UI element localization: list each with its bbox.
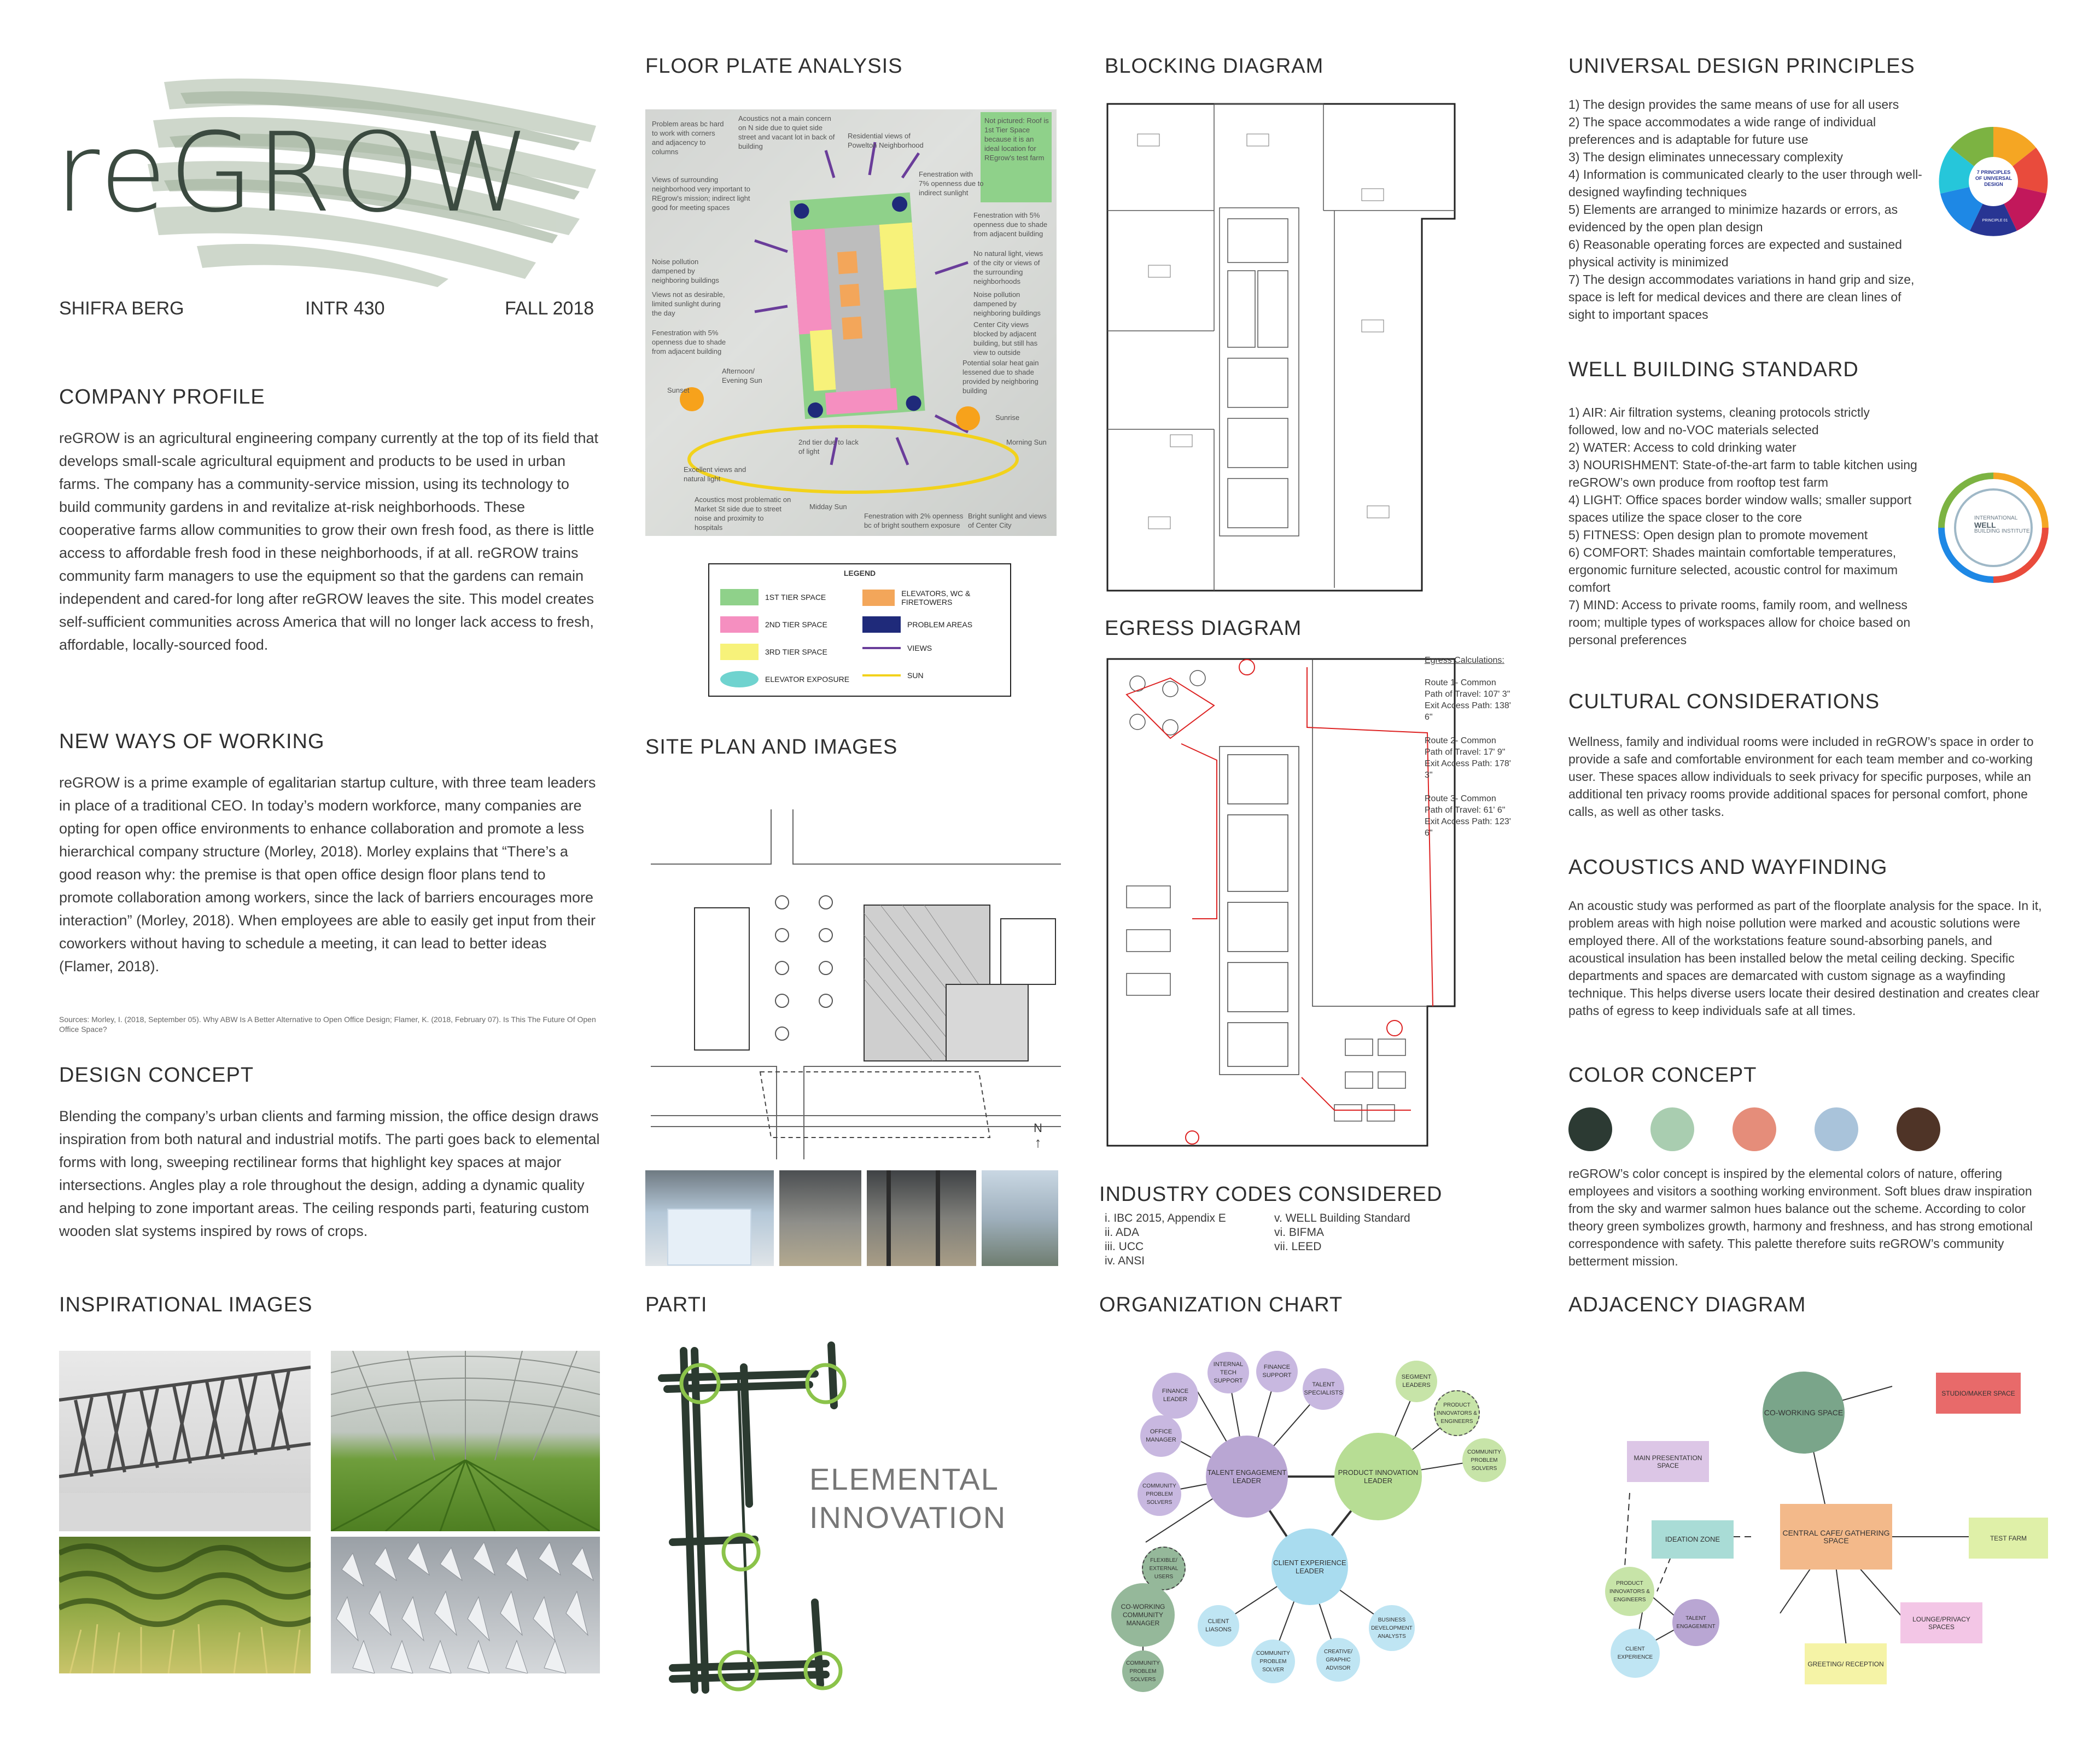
company-profile-body: reGROW is an agricultural engineering company currently at the top of its field that develops small-scale agricultural equipment and products to be used in urban farms. The company has a community-service mission, using its technology to build community gardens in and revitalize at-risk neighborhoods. These cooperative farms allow communities to grow their own fresh food, as there is little access to affordable fresh food in these neighborhoods, if at all. reGROW trains community farm managers to use the equipment so that the gardens can remain independent and cared-for long after reGROW leaves the site. This model creates self-sufficient communities across America that will no longer lack access to fresh, affordable, locally-sourced food. (59, 430, 598, 653)
legend-item (862, 589, 1005, 606)
color-swatch (1815, 1107, 1858, 1151)
org-node-community-problem-solvers-product: COMMUNITY PROBLEM SOLVERS (1462, 1438, 1506, 1482)
legend-label: VIEWS (907, 644, 932, 652)
color-swatch (1650, 1107, 1694, 1151)
course-code: INTR 430 (305, 298, 385, 319)
adj-node-central-cafe: CENTRAL CAFE/ GATHERING SPACE (1780, 1504, 1892, 1570)
color-swatch (1897, 1107, 1940, 1151)
udp-item: 4) Information is communicated clearly to the user through well-designed wayfinding techniques (1568, 167, 1922, 199)
legend-label: PROBLEM AREAS (907, 620, 973, 629)
fp-note-8: Noise pollution dampened by neighboring buildings (652, 258, 719, 284)
legend-item (720, 671, 849, 687)
adj-node-test-farm: TEST FARM (1969, 1518, 2048, 1559)
udp-item: 1) The design provides the same means of use for all users (1568, 97, 1899, 112)
code-item: iv. ANSI (1105, 1255, 1145, 1267)
fp-note-6: Views of surrounding neighborhood very important to REgrow's mission; indirect light good for meeting spaces (652, 176, 750, 212)
design-concept-body: Blending the company’s urban clients and farming mission, the office design draws inspiration from both natural and industrial motifs. The parti goes back to elemental forms with long, sweeping rectilinear forms that highlight key spaces at major intersections. Angles play a role throughout the design, adding a dynamic quality and helping to zone important areas. The ceiling responds parti, featuring custom wooden slat systems inspired by rows of crops. (59, 1108, 600, 1239)
site-plan-heading: SITE PLAN AND IMAGES (645, 736, 898, 759)
org-node-segment-leaders: SEGMENT LEADERS (1396, 1361, 1437, 1402)
well-item: 3) NOURISHMENT: State-of-the-art farm to table kitchen using reGROW’s own produce from rooftop test farm (1568, 458, 1917, 489)
org-node-product-innovation-leader: PRODUCT INNOVATION LEADER (1334, 1433, 1422, 1520)
well-heading: WELL BUILDING STANDARD (1568, 358, 1859, 381)
udp-wheel-center: 7 PRINCIPLES OF UNIVERSAL DESIGN (1975, 170, 2012, 187)
egress-route-1: Route 1- Common Path of Travel: 107' 3" Exit Access Path: 138' 6" (1425, 678, 1511, 722)
new-ways-heading: NEW WAYS OF WORKING (59, 730, 325, 753)
udp-list (1568, 96, 1929, 323)
legend-swatch (862, 616, 901, 633)
site-photo-3 (867, 1170, 976, 1266)
color-swatch (1732, 1107, 1776, 1151)
views-arrow-icon (862, 647, 901, 649)
adj-node-ideation-zone: IDEATION ZONE (1652, 1520, 1734, 1559)
well-logo-line-1: INTERNATIONAL (1974, 515, 2018, 521)
color-concept-body: reGROW’s color concept is inspired by the elemental colors of nature, offering employees and visitors a soothing working environment. Soft blues draw inspiration from the sky and warmer salmon hues balance out the scheme. According to color theory green symbolizes growth, harmony and freshness, and has strong emotional correspondence with safety. This palette therefore suits reGROW’s community betterment mission. (1568, 1166, 2033, 1268)
sun-arrow-icon (862, 674, 901, 676)
parti-heading: PARTI (645, 1293, 708, 1316)
well-logo-line-2: WELL (1974, 521, 1996, 529)
codes-left (1105, 1211, 1226, 1268)
code-item: i. IBC 2015, Appendix E (1105, 1212, 1226, 1224)
legend-label: SUN (907, 671, 924, 680)
codes-right (1274, 1211, 1410, 1254)
legend-label: ELEVATORS, WC & FIRETOWERS (901, 589, 971, 606)
legend-label: 1ST TIER SPACE (765, 593, 826, 602)
fp-note-4: Not pictured: Roof is 1st Tier Space because it is an ideal location for REgrow's test farm (984, 116, 1049, 162)
well-item: 4) LIGHT: Office spaces border window walls; smaller support spaces utilize the space closer to the core (1568, 493, 1912, 524)
north-indicator (1034, 1121, 1042, 1150)
adj-node-main-presentation-space: MAIN PRESENTATION SPACE (1627, 1441, 1709, 1482)
udp-item: 5) Elements are arranged to minimize hazards or errors, as evidenced by the open plan design (1568, 202, 1898, 234)
code-item: iii. UCC (1105, 1240, 1144, 1253)
bridge-photo (59, 1351, 311, 1531)
org-chart (1099, 1329, 1515, 1706)
site-plan-drawing (651, 809, 1061, 1159)
site-photo-4 (982, 1170, 1058, 1266)
floor-plate-heading: FLOOR PLATE ANALYSIS (645, 55, 903, 78)
logo-area (55, 60, 602, 290)
well-item: 7) MIND: Access to private rooms, family room, and wellness room; multiple types of workspaces allow for choice based on personal preferences (1568, 598, 1911, 647)
org-node-client-experience-leader: CLIENT EXPERIENCE LEADER (1271, 1529, 1348, 1605)
site-photo-2 (779, 1170, 861, 1266)
org-node-client-liasons: CLIENT LIASONS (1198, 1605, 1239, 1647)
byline (59, 298, 606, 320)
codes-heading: INDUSTRY CODES CONSIDERED (1099, 1183, 1443, 1206)
adj-node-coworking-space: CO-WORKING SPACE (1763, 1372, 1845, 1454)
code-item: v. WELL Building Standard (1274, 1212, 1410, 1224)
fp-note-22: Midday Sun (809, 503, 847, 511)
fp-note-2: Acoustics not a main concern on N side due to quiet side street and vacant lot in back of building (738, 114, 835, 150)
fp-note-16: Sunset (667, 386, 690, 394)
legend-label: 3RD TIER SPACE (765, 648, 827, 656)
floor-plate-map (645, 109, 1057, 536)
well-logo-text (1974, 515, 2034, 535)
legend-swatch (720, 671, 759, 687)
north-label: N (1034, 1121, 1042, 1135)
parti-diagram (651, 1329, 1061, 1701)
egress-route-2: Route 2- Common Path of Travel: 17' 9" Exit Access Path: 178' 3" (1425, 736, 1511, 780)
legend-item (862, 644, 932, 652)
adj-node-studio-maker-space: STUDIO/MAKER SPACE (1936, 1373, 2021, 1414)
egress-heading: EGRESS DIAGRAM (1105, 617, 1302, 640)
legend-swatch (862, 590, 895, 606)
legend-swatch (720, 644, 759, 660)
fp-note-17: Sunrise (995, 413, 1020, 422)
parti-line-1: ELEMENTAL (809, 1462, 999, 1496)
udp-item: 3) The design eliminates unnecessary complexity (1568, 150, 1843, 164)
acoustics-heading: ACOUSTICS AND WAYFINDING (1568, 856, 1888, 879)
fp-note-21: Acoustics most problematic on Market St side due to street noise and proximity to hospitals (695, 495, 791, 532)
cultural-heading: CULTURAL CONSIDERATIONS (1568, 690, 1880, 713)
org-node-office-manager: OFFICE MANAGER (1140, 1415, 1182, 1457)
org-node-finance-support: FINANCE SUPPORT (1256, 1351, 1298, 1392)
adjacency-diagram (1575, 1329, 2056, 1706)
greenhouse-photo (331, 1351, 600, 1531)
parti-caption (809, 1460, 1006, 1537)
fp-note-9: No natural light, views of the city or views of the surrounding neighborhoods (973, 249, 1043, 285)
ceiling-slats-photo (331, 1537, 600, 1673)
new-ways-body: reGROW is a prime example of egalitarian startup culture, with three team leaders in place of a traditional CEO. In today’s modern workforce, many companies are opting for open office environments to enhance collaboration and promote a less hierarchical company structure (Morley, 2018). Morley explains that “There’s a good reason why: the premise is that open office design floor plans tend to promote collaboration among workers, since the lack of barriers encourages more interaction” (Morley, 2018). When employees are able to easily get input from their coworkers without having to schedule a meeting, it can lead to better ideas (Flamer, 2018). (59, 774, 596, 975)
org-node-business-development-analysts: BUSINESS DEVELOPMENT ANALYSTS (1369, 1605, 1415, 1651)
code-item: vii. LEED (1274, 1240, 1322, 1253)
adjacency-heading: ADJACENCY DIAGRAM (1568, 1293, 1806, 1316)
fp-note-10: Views not as desirable, limited sunlight during the day (652, 290, 725, 317)
legend-swatch (720, 616, 759, 633)
fp-note-23: Fenestration with 2% openness bc of bright southern exposure (864, 512, 964, 529)
adj-node-client-experience: CLIENT EXPERIENCE (1611, 1629, 1660, 1678)
inspirational-heading: INSPIRATIONAL IMAGES (59, 1293, 313, 1316)
color-swatches (1568, 1107, 2050, 1157)
legend-item (720, 644, 827, 660)
author-name: SHIFRA BERG (59, 298, 184, 319)
udp-item: 7) The design accommodates variations in hand grip and size, space is left for medical devices and there are clean lines of sight to important spaces (1568, 272, 1915, 322)
color-concept-heading: COLOR CONCEPT (1568, 1064, 1757, 1087)
fp-note-19: 2nd tier due to lack of light (798, 438, 859, 456)
cornfield-photo (59, 1537, 311, 1673)
fp-note-1: Problem areas bc hard to work with corners and adjacency to columns (652, 120, 724, 156)
design-concept-heading: DESIGN CONCEPT (59, 1064, 254, 1087)
egress-calc-title: Egress Calculations: (1425, 656, 1504, 665)
fp-note-18: Morning Sun (1006, 438, 1047, 446)
floor-plate-legend (708, 563, 1011, 697)
legend-item (720, 589, 826, 605)
cultural-body: Wellness, family and individual rooms were included in reGROW’s space in order to provide a safe and comfortable environment for each team member and co-working user. These spaces allow individuals to seek privacy for specific purposes, while an additional ten privacy rooms provide additional spaces for personal comfort, phone calls, as well as other tasks. (1568, 734, 2034, 819)
adj-node-lounge-privacy: LOUNGE/PRIVACY SPACES (1900, 1602, 1982, 1643)
udp-item: 6) Reasonable operating forces are expected and sustained physical activity is minimized (1568, 237, 1902, 269)
term: FALL 2018 (505, 298, 594, 319)
well-item: 2) WATER: Access to cold drinking water (1568, 440, 1796, 454)
org-node-flexible-external-users: FLEXIBLE/ EXTERNAL USERS (1142, 1547, 1186, 1590)
well-list (1568, 404, 1918, 649)
fp-note-7: Fenestration with 5% openness due to shade from adjacent building (973, 211, 1048, 238)
fp-note-24: Bright sunlight and views of Center City (968, 512, 1047, 529)
adj-node-talent-engagement: TALENT ENGAGEMENT (1672, 1599, 1719, 1646)
org-node-finance-leader: FINANCE LEADER (1152, 1373, 1198, 1419)
org-node-coworking-community-manager: CO-WORKING COMMUNITY MANAGER (1111, 1583, 1175, 1647)
well-logo (1930, 465, 2056, 591)
org-node-product-innovators-engineers: PRODUCT INNOVATORS & ENGINEERS (1434, 1390, 1480, 1436)
org-node-creative-graphic-advisor: CREATIVE/ GRAPHIC ADVISOR (1316, 1638, 1360, 1682)
fp-note-15: Potential solar heat gain lessened due to shade provided by neighboring building (962, 359, 1039, 395)
legend-item (862, 616, 972, 633)
udp-wheel-label: PRINCIPLE 01 (1982, 219, 2008, 223)
fp-note-14: Afternoon/ Evening Sun (722, 367, 762, 384)
udp-wheel (1935, 123, 2052, 241)
blocking-heading: BLOCKING DIAGRAM (1105, 55, 1324, 78)
parti-line-2: INNOVATION (809, 1500, 1007, 1535)
north-arrow-icon: ↑ (1034, 1134, 1042, 1151)
legend-label: ELEVATOR EXPOSURE (765, 675, 850, 684)
well-logo-line-3: BUILDING INSTITUTE (1974, 528, 2030, 534)
org-node-community-problem-solver-client: COMMUNITY PROBLEM SOLVER (1251, 1640, 1295, 1683)
adj-node-product-innovators: PRODUCT INNOVATORS & ENGINEERS (1605, 1567, 1654, 1616)
brand-title: reGROW (55, 109, 533, 237)
blocking-plan (1105, 101, 1460, 596)
egress-route-3: Route 3- Common Path of Travel: 61' 6" Exit Access Path: 123' 6" (1425, 794, 1511, 838)
well-item: 1) AIR: Air filtration systems, cleaning protocols strictly followed, low and no-VOC materials selected (1568, 405, 1870, 437)
egress-calculations (1425, 655, 1512, 839)
well-item: 6) COMFORT: Shades maintain comfortable temperatures, ergonomic furniture selected, acoustic control for maximum comfort (1568, 545, 1898, 594)
legend-title: LEGEND (843, 569, 876, 578)
color-swatch (1568, 1107, 1612, 1151)
udp-heading: UNIVERSAL DESIGN PRINCIPLES (1568, 55, 1915, 78)
site-photo-1 (645, 1170, 774, 1266)
fp-note-20: Excellent views and natural light (684, 465, 746, 483)
org-node-community-problem-solvers-talent: COMMUNITY PROBLEM SOLVERS (1138, 1472, 1181, 1516)
company-profile-heading: COMPANY PROFILE (59, 386, 265, 409)
fp-note-11: Noise pollution dampened by neighboring buildings (973, 290, 1041, 317)
fp-note-5: Fenestration with 7% openness due to indirect sunlight (919, 170, 984, 197)
acoustics-body: An acoustic study was performed as part of the floorplate analysis for the space. In it, problem areas with high noise pollution were marked and acoustic solutions were employed there. All of the workstations feature sound-absorbing panels, and acoustical insulation has been installed below the metal ceiling decking. Specific departments and spaces are demarcated with custom signage as a wayfinding technique. This helps diverse users locate their desired destination and creates clear paths of egress to keep individuals safe at all times. (1568, 899, 2042, 1018)
org-node-talent-specialists: TALENT SPECIALISTS (1303, 1368, 1344, 1410)
fp-note-13: Center City views blocked by adjacent building, but still has view to outside (973, 320, 1038, 357)
legend-item (720, 616, 827, 633)
fp-note-12: Fenestration with 5% openness due to shade from adjacent building (652, 329, 726, 355)
egress-plan (1105, 656, 1460, 1151)
org-chart-heading: ORGANIZATION CHART (1099, 1293, 1343, 1316)
code-item: ii. ADA (1105, 1226, 1140, 1239)
legend-label: 2ND TIER SPACE (765, 620, 827, 629)
org-node-talent-engagement-leader: TALENT ENGAGEMENT LEADER (1206, 1436, 1288, 1518)
org-node-community-problem-solvers-coworking: COMMUNITY PROBLEM SOLVERS (1122, 1650, 1164, 1692)
fp-note-3: Residential views of Powelton Neighborhood (848, 132, 924, 149)
org-node-internal-tech-support: INTERNAL TECH SUPPORT (1208, 1352, 1249, 1393)
code-item: vi. BIFMA (1274, 1226, 1325, 1239)
legend-swatch (720, 589, 759, 605)
well-item: 5) FITNESS: Open design plan to promote movement (1568, 528, 1868, 542)
new-ways-sources: Sources: Morley, I. (2018, September 05). Why ABW Is A Better Alternative to Open Office Design; Flamer, K. (2018, February 07). Is This The Future Of Open Office Space? (59, 1015, 596, 1034)
udp-item: 2) The space accommodates a wide range of individual preferences and is adaptable for future use (1568, 115, 1876, 147)
adj-node-greeting-reception: GREETING/ RECEPTION (1805, 1643, 1887, 1684)
legend-item (862, 671, 924, 680)
